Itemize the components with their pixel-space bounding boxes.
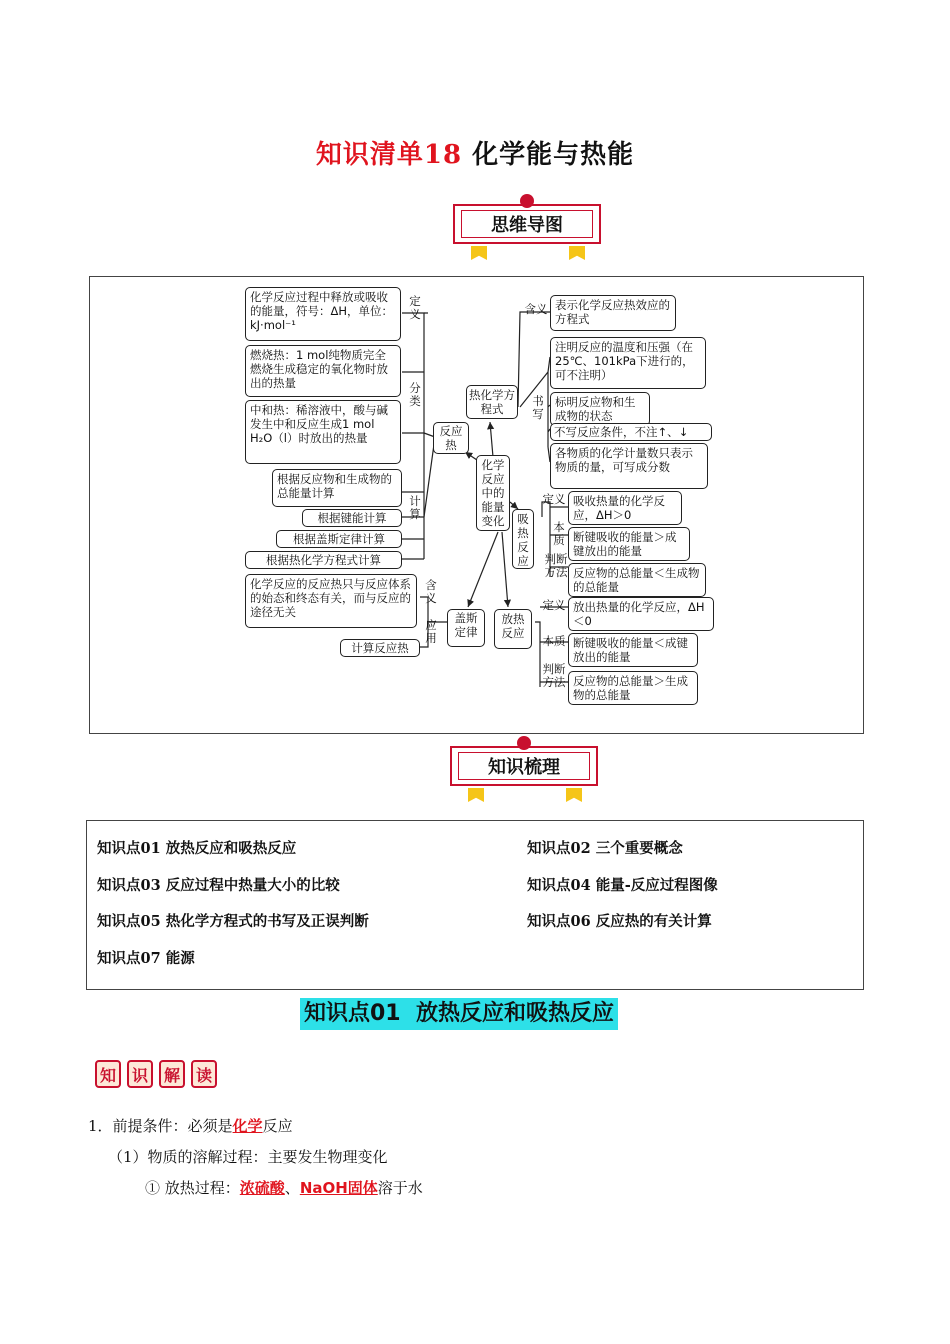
- label-hanyi: 含义: [524, 302, 548, 316]
- write-rule-3: 不写反应条件，不注↑、↓: [550, 423, 712, 441]
- exo-definition: 放出热量的化学反应，ΔH＜0: [568, 597, 714, 631]
- label-endo-def: 定义: [542, 492, 566, 506]
- label-meaning: 含义: [425, 578, 437, 605]
- label-endo-essence: 本质: [553, 520, 565, 547]
- label-writing: 书写: [532, 394, 544, 421]
- label-exo-judge: 判断方法: [542, 662, 566, 689]
- badge-char: 解: [159, 1060, 185, 1088]
- section-number: 知识点01: [304, 1001, 401, 1026]
- reaction-heat-node: 反应热: [433, 422, 469, 454]
- mindmap-banner: [453, 200, 603, 264]
- kp-item[interactable]: 知识点03 反应过程中热量大小的比较: [97, 877, 340, 894]
- paragraph-3: ① 放热过程：浓硫酸、NaOH固体溶于水: [145, 1179, 423, 1197]
- page-title: [0, 134, 950, 171]
- interpretation-badges: [95, 1060, 217, 1088]
- write-rule-2: 标明反应物和生成物的状态: [550, 392, 650, 426]
- review-banner: [450, 742, 600, 806]
- endo-essence: 断键吸收的能量＞成键放出的能量: [568, 527, 690, 561]
- highlight: NaOH固体: [299, 1179, 378, 1197]
- ribbon-tail-icon: [566, 788, 582, 802]
- center-node: 化学反应中的能量变化: [476, 455, 510, 531]
- label-exo-def: 定义: [542, 598, 566, 612]
- exothermic-node: 放热反应: [494, 609, 532, 649]
- highlight: 化学: [232, 1117, 263, 1135]
- review-banner-label: 知识梳理: [458, 752, 590, 780]
- kp-item[interactable]: 知识点05 热化学方程式的书写及正误判断: [97, 913, 369, 930]
- neutralization-heat-node: 中和热：稀溶液中，酸与碱发生中和反应生成1 mol H₂O（l）时放出的热量: [245, 400, 401, 464]
- title-main: 化学能与热能: [472, 140, 635, 170]
- paragraph-1: 1．前提条件：必须是化学反应: [88, 1117, 293, 1135]
- calc-bond-node: 根据键能计算: [302, 509, 402, 527]
- hess-meaning-node: 化学反应的反应热只与反应体系的始态和终态有关，而与反应的途径无关: [245, 574, 417, 628]
- write-rule-4: 各物质的化学计量数只表示物质的量，可写成分数: [550, 443, 708, 489]
- write-rule-1: 注明反应的温度和压强（在25℃、101kPa下进行的，可不注明）: [550, 337, 706, 389]
- ribbon-tail-icon: [471, 246, 487, 260]
- thermo-equation-node: 热化学方程式: [466, 385, 518, 419]
- kp-item[interactable]: 知识点02 三个重要概念: [527, 840, 683, 857]
- paragraph-2: （1）物质的溶解过程：主要发生物理变化: [108, 1148, 388, 1166]
- highlight: 浓硫酸: [239, 1179, 285, 1197]
- title-prefix: 知识清单18: [315, 140, 463, 170]
- calc-equation-node: 根据热化学方程式计算: [245, 551, 402, 569]
- label-exo-essence: 本质: [542, 634, 566, 648]
- label-endo-judge: 判断方法: [544, 552, 568, 579]
- endo-judgement: 反应物的总能量＜生成物的总能量: [568, 563, 706, 597]
- exo-essence: 断键吸收的能量＜成键放出的能量: [568, 633, 698, 667]
- calc-hess-node: 根据盖斯定律计算: [276, 530, 402, 548]
- endo-definition: 吸收热量的化学反应，ΔH＞0: [568, 491, 682, 525]
- calc-energy-node: 根据反应物和生成物的总能量计算: [272, 469, 402, 507]
- hess-apply-node: 计算反应热: [340, 639, 420, 657]
- badge-char: 读: [191, 1060, 217, 1088]
- ribbon-tail-icon: [569, 246, 585, 260]
- exo-judgement: 反应物的总能量＞生成物的总能量: [568, 671, 698, 705]
- kp-item[interactable]: 知识点06 反应热的有关计算: [527, 913, 712, 930]
- section-heading: [300, 998, 618, 1030]
- label-definition: 定义: [409, 294, 421, 321]
- kp-item[interactable]: 知识点04 能量-反应过程图像: [527, 877, 718, 894]
- label-calculation: 计算: [409, 494, 421, 521]
- ribbon-tail-icon: [468, 788, 484, 802]
- combustion-heat-node: 燃烧热：1 mol纯物质完全燃烧生成稳定的氧化物时放出的热量: [245, 345, 401, 397]
- mind-map: [89, 276, 864, 734]
- knowledge-point-list: [86, 820, 864, 990]
- hess-law-node: 盖斯定律: [447, 609, 485, 647]
- equation-meaning-node: 表示化学反应热效应的方程式: [550, 295, 676, 331]
- label-application: 应用: [425, 618, 437, 645]
- label-classification: 分类: [409, 381, 421, 408]
- kp-item[interactable]: 知识点07 能源: [97, 950, 195, 967]
- badge-char: 识: [127, 1060, 153, 1088]
- mindmap-banner-label: 思维导图: [461, 210, 593, 238]
- section-text: 放热反应和吸热反应: [415, 1001, 614, 1026]
- endothermic-node: 吸热反应: [512, 509, 534, 569]
- definition-node: 化学反应过程中释放或吸收的能量，符号：ΔH，单位：kJ·mol⁻¹: [245, 287, 401, 341]
- badge-char: 知: [95, 1060, 121, 1088]
- kp-item[interactable]: 知识点01 放热反应和吸热反应: [97, 840, 297, 857]
